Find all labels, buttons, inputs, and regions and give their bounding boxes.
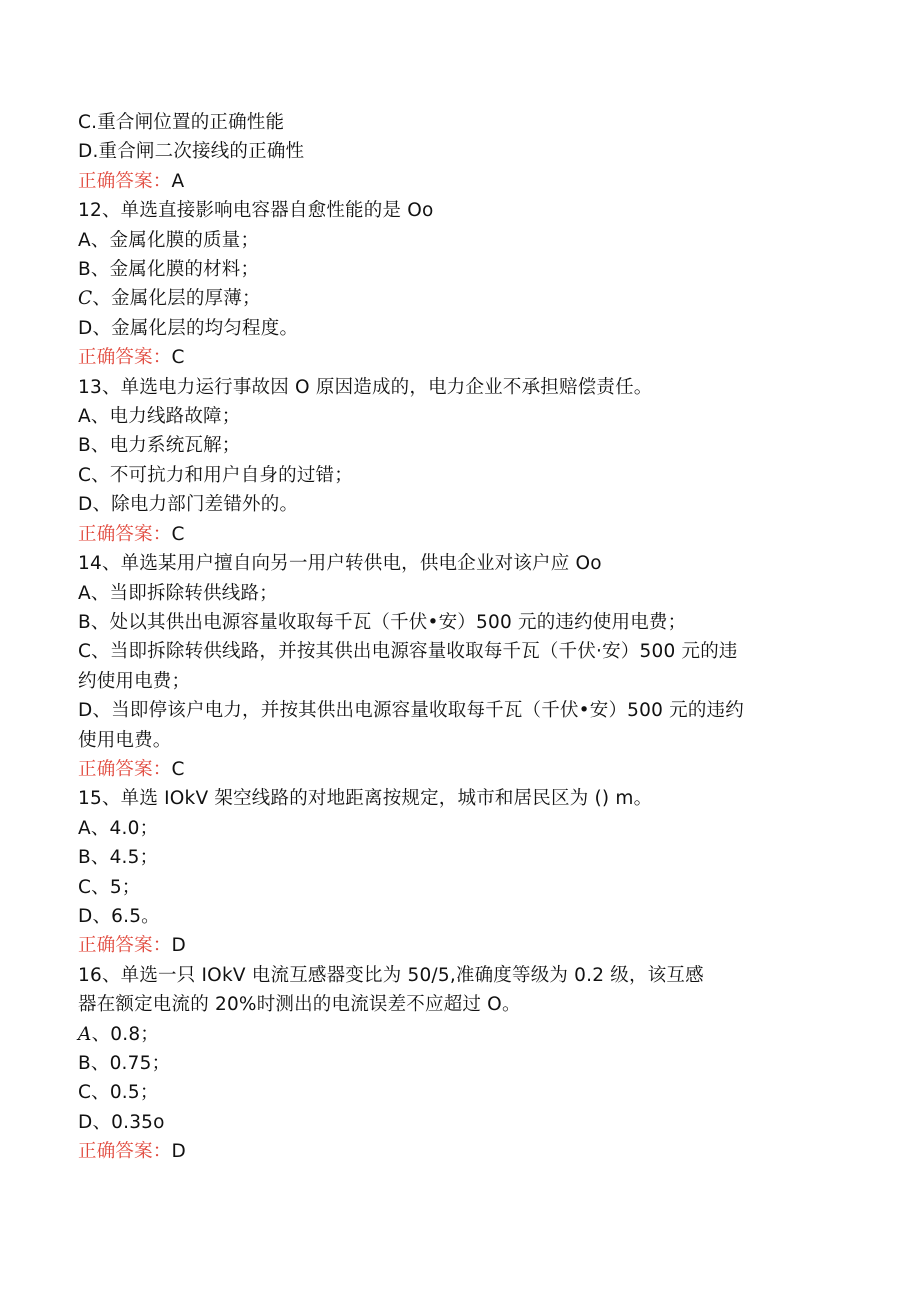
q15-option-d: D、6.5。 — [78, 905, 160, 927]
answer-label: 正确答案： — [78, 170, 172, 192]
option-text: 、0.8； — [91, 1023, 159, 1045]
q12-answer — [78, 343, 858, 372]
q13-option-d: D、除电力部门差错外的。 — [78, 494, 299, 516]
answer-label: 正确答案： — [78, 1141, 172, 1163]
q11-option-c: C.重合闸位置的正确性能 — [78, 112, 285, 133]
q16-option-b: B、0.75； — [78, 1053, 171, 1074]
q14-stem: 14、单选某用户擅自向另一用户转供电，供电企业对该户应 Oo — [78, 553, 602, 575]
q14-answer — [78, 755, 858, 784]
q16-option-c: C、0.5； — [78, 1082, 159, 1104]
option-letter: C — [78, 288, 93, 310]
q13-option-b: B、电力系统瓦解； — [78, 435, 241, 457]
q14-option-a: A、当即拆除转供线路； — [78, 582, 278, 604]
answer-value: D — [171, 1141, 186, 1163]
answer-value: C — [171, 347, 185, 369]
q16-stem-line2: 器在额定电流的 20%时测出的电流误差不应超过 O。 — [78, 994, 521, 1016]
q13-answer — [78, 520, 858, 549]
q14-option-d-line1: D、当即停该户电力，并按其供出电源容量收取每千瓦（千伏•安）500 元的违约 — [78, 700, 744, 722]
q15-stem: 15、单选 IOkV 架空线路的对地距离按规定，城市和居民区为 () m。 — [78, 788, 653, 810]
q16-answer — [78, 1137, 858, 1166]
q14-option-c-line2: 约使用电费； — [78, 670, 191, 692]
answer-value: C — [171, 758, 185, 780]
q14-option-b: B、处以其供出电源容量收取每千瓦（千伏•安）500 元的违约使用电费； — [78, 611, 687, 633]
q14-option-d-line2: 使用电费。 — [78, 729, 172, 751]
option-text: 、金属化层的厚薄； — [92, 288, 261, 310]
answer-label: 正确答案： — [78, 347, 172, 369]
q16-option-a — [78, 1020, 858, 1049]
document-page — [78, 108, 858, 1167]
q12-stem: 12、单选直接影响电容器自愈性能的是 Oo — [78, 200, 434, 222]
q13-stem: 13、单选电力运行事故因 O 原因造成的，电力企业不承担赔偿责任。 — [78, 376, 653, 398]
answer-label: 正确答案： — [78, 523, 172, 545]
answer-value: D — [171, 935, 186, 957]
q13-option-a: A、电力线路故障； — [78, 406, 241, 428]
answer-value: C — [171, 523, 185, 545]
q14-option-c-line1: C、当即拆除转供线路，并按其供出电源容量收取每千瓦（千伏·安）500 元的违 — [78, 641, 738, 663]
q13-option-c: C、不可抗力和用户自身的过错； — [78, 464, 353, 486]
q11-answer — [78, 167, 858, 196]
q12-option-c — [78, 284, 858, 313]
q12-option-a: A、金属化膜的质量； — [78, 229, 260, 251]
answer-value: A — [171, 170, 185, 192]
q15-answer — [78, 931, 858, 960]
q15-option-a: A、4.0； — [78, 817, 159, 839]
answer-label: 正确答案： — [78, 935, 172, 957]
option-letter: A — [78, 1023, 92, 1045]
answer-label: 正确答案： — [78, 758, 172, 780]
q12-option-d: D、金属化层的均匀程度。 — [78, 317, 299, 339]
q11-option-d: D.重合闸二次接线的正确性 — [78, 141, 305, 163]
q12-option-b: B、金属化膜的材料； — [78, 259, 260, 281]
q16-option-d: D、0.35o — [78, 1111, 165, 1133]
q15-option-c: C、5； — [78, 876, 141, 898]
q16-stem-line1: 16、单选一只 IOkV 电流互感器变比为 50/5,准确度等级为 0.2 级，该互感 — [78, 964, 704, 986]
q15-option-b: B、4.5； — [78, 847, 159, 869]
